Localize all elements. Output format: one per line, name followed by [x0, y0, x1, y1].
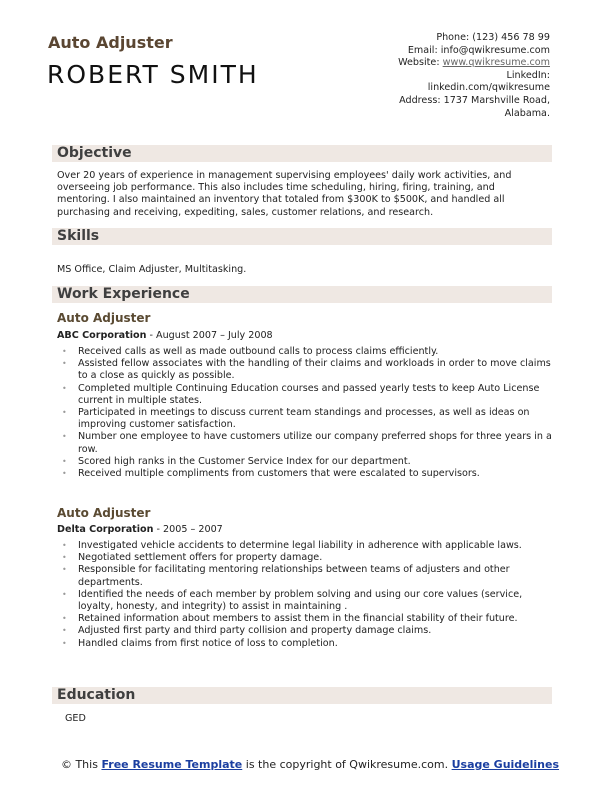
job-dates: - August 2007 – July 2008: [146, 330, 273, 341]
job-company: [57, 524, 223, 535]
bullet: • Received calls as well as made outbound calls to process claims efficiently.: [62, 346, 552, 358]
objective-text: Over 20 years of experience in management supervising employees' daily work activities, and overseeing job performance. This also includes time scheduling, hiring, firing, training, and mentoring. I also maintained an inventory that totaled from $300K to $500K, and handled all purchasing and receiving, expediting, sales, customer relations, and research.: [57, 170, 512, 218]
job-company: [57, 330, 273, 341]
skills-text: MS Office, Claim Adjuster, Multitasking.: [57, 264, 247, 275]
section-title: Education: [57, 687, 136, 703]
job-title: Auto Adjuster: [57, 311, 151, 325]
job-bullets: [62, 540, 552, 650]
company-name: ABC Corporation: [57, 330, 147, 341]
copyright-footer: [60, 758, 560, 771]
website-label: Website:: [398, 57, 443, 69]
address-line1: Address: 1737 Marshville Road,: [399, 94, 550, 106]
bullet: • Identified the needs of each member by problem solving and using our core values (service, loyalty, honesty, and integrity) to assist in maintaining .: [62, 589, 552, 613]
bullet: • Handled claims from first notice of loss to completion.: [62, 638, 552, 650]
job-title: Auto Adjuster: [57, 506, 151, 520]
job-dates: - 2005 – 2007: [153, 524, 223, 535]
email: Email: info@qwikresume.com: [407, 44, 550, 56]
bullet: • Completed multiple Continuing Education courses and passed yearly tests to keep Auto License current in multiple states.: [62, 383, 552, 407]
free-resume-template-link[interactable]: Free Resume Template: [101, 758, 243, 771]
skills-header: [52, 228, 552, 245]
linkedin-label: LinkedIn:: [506, 69, 550, 81]
bullet: • Received multiple compliments from customers that were escalated to supervisors.: [62, 468, 552, 480]
work-experience-header: [52, 286, 552, 303]
section-title: Work Experience: [57, 286, 190, 302]
bullet: • Number one employee to have customers utilize our company preferred shops for three years in a row.: [62, 431, 552, 455]
education-header: [52, 687, 552, 704]
website-link[interactable]: www.qwikresume.com: [442, 57, 550, 69]
job-role-title: Auto Adjuster: [48, 33, 173, 52]
bullet: • Retained information about members to assist them in the financial stability of their future.: [62, 613, 552, 625]
bullet: • Assisted fellow associates with the handling of their claims and workloads in order to move claims to a close as quickly as possible.: [62, 358, 552, 382]
bullet: • Investigated vehicle accidents to determine legal liability in adherence with applicable laws.: [62, 540, 552, 552]
bullet: • Adjusted first party and third party collision and property damage claims.: [62, 625, 552, 637]
linkedin: linkedin.com/qwikresume: [427, 82, 550, 94]
bullet: • Participated in meetings to discuss current team standings and processes, as well as ideas on improving customer satisfaction.: [62, 407, 552, 431]
section-title: Skills: [57, 228, 100, 244]
footer-text: is the copyright of Qwikresume.com.: [242, 758, 452, 771]
bullet: • Scored high ranks in the Customer Service Index for our department.: [62, 456, 552, 468]
candidate-name: ROBERT SMITH: [47, 60, 259, 89]
company-name: Delta Corporation: [57, 524, 154, 535]
bullet: • Responsible for facilitating mentoring relationships between teams of adjusters and other departments.: [62, 564, 552, 588]
phone: Phone: (123) 456 78 99: [436, 32, 550, 43]
usage-guidelines-link[interactable]: Usage Guidelines: [451, 758, 560, 771]
objective-header: [52, 145, 552, 162]
footer-text: © This: [60, 758, 102, 771]
education-text: GED: [65, 713, 86, 724]
job-bullets: [62, 346, 552, 480]
section-title: Objective: [57, 145, 132, 161]
bullet: • Negotiated settlement offers for property damage.: [62, 552, 552, 564]
contact-info: [398, 32, 550, 120]
address-line2: Alabama.: [504, 107, 550, 119]
